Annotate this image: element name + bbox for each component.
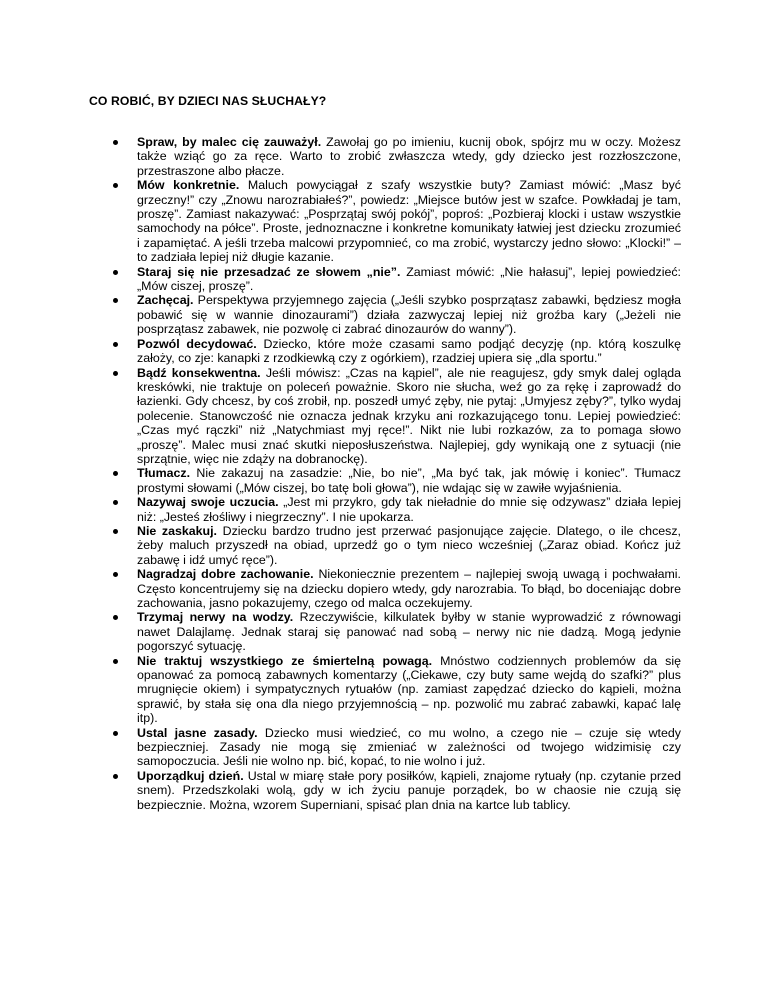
bullet-icon <box>113 342 118 347</box>
list-item <box>89 366 681 467</box>
tip-heading: Nagradzaj dobre zachowanie. <box>137 567 314 582</box>
list-item <box>89 524 681 567</box>
tip-heading: Nie traktuj wszystkiego ze śmiertelną powagą. <box>137 653 433 668</box>
tip-heading: Nie zaskakuj. <box>137 523 218 538</box>
tip-text: Nie zakazuj na zasadzie: „Nie, bo nie”, „Ma być tak, jak mówię i koniec”. Tłumacz prostymi słowami („Mów ciszej, bo tatę boli głowa”), nie wdając się w zawiłe wyjaśnienia. <box>137 466 681 495</box>
bullet-icon <box>113 140 118 145</box>
tip-text: Dziecko, które może czasami samo podjąć decyzję (np. którą koszulkę założy, co zje: kanapki z rzodkiewką czy z ogórkiem), rzadziej upiera się „dla sportu.” <box>137 336 681 366</box>
tip-heading: Tłumacz. <box>137 466 191 481</box>
tip-text: Rzeczywiście, kilkulatek byłby w stanie wyprowadzić z równowagi nawet Dalajlamę. Jednak staraj się panować nad sobą – nerwy nic nie dadzą. Mogą jedynie pogorszyć sytuację. <box>137 610 681 654</box>
document-title: CO ROBIĆ, BY DZIECI NAS SŁUCHAŁY? <box>89 94 327 108</box>
bullet-icon <box>113 529 118 534</box>
tip-heading: Zachęcaj. <box>137 293 194 308</box>
tip-text: „Jest mi przykro, gdy tak nieładnie do mnie się odzywasz” działa lepiej niż: „Jesteś złośliwy i niegrzeczny”. I nie upokarza. <box>137 495 681 524</box>
bullet-icon <box>113 500 118 505</box>
bullet-icon <box>113 298 118 303</box>
list-item <box>89 337 681 366</box>
bullet-icon <box>113 471 118 476</box>
tip-text: Niekoniecznie prezentem – najlepiej swoją uwagą i pochwałami. Często koncentrujemy się na dziecku dopiero wtedy, gdy narozrabia. To błąd, bo doceniając dobre zachowania, jasno pokazujemy, czego od malca oczekujemy. <box>137 567 681 610</box>
list-item <box>89 769 681 812</box>
tip-text: Jeśli mówisz: „Czas na kąpiel”, ale nie reagujesz, gdy smyk dalej ogląda kreskówki, nie traktuje on poleceń poważnie. Skoro nie słucha, weź go za rękę i zaprowadź do łazienki. Gdy chcesz, by coś zrobił, np. poszedł umyć zęby, nie pytaj: „Umyjesz zęby?”, tylko wydaj polecenie. Stanowczość nie oznacza jednak krzyku ani rozkazującego tonu. Lepiej powiedzieć: „Czas myć rączki” niż „Natychmiast myj ręce!”. Nikt nie lubi rozkazów, za to pomaga słowo „proszę”. Malec musi znać skutki nieposłuszeństwa. Najlepiej, gdy wynikają one z sytuacji (nie sprzątnie, więc nie zdąży na dobranockę). <box>137 365 682 466</box>
list-item <box>89 293 681 336</box>
bullet-icon <box>113 183 118 188</box>
list-item <box>89 495 681 524</box>
tip-text: Dziecko musi wiedzieć, co mu wolno, a czego nie – czuje się wtedy bezpieczniej. Zasady nie mogą się zmieniać w zależności od twojego widzimisię czy samopoczucia. Jeśli nie wolno np. bić, kopać, to nie wolno i już. <box>137 725 681 769</box>
tip-heading: Spraw, by malec cię zauważył. <box>137 135 322 149</box>
tip-heading: Pozwól decydować. <box>137 336 257 351</box>
tip-text: Maluch powyciągał z szafy wszystkie buty? Zamiast mówić: „Masz być grzeczny!” czy „Znowu narozrabiałeś?”, powiedz: „Miejsce butów jest w szafce. Powkładaj je tam, proszę”. Zamiast nakazywać: „Posprzątaj swój pokój”, poproś: „Pozbieraj klocki i ustaw wszystkie samochody na półce”. Proste, jednoznaczne i konkretne komunikaty łatwiej jest dziecku zrozumieć i zapamiętać. A jeśli trzeba malcowi przypomnieć, co ma zrobić, wystarczy jedno słowo: „Klocki!” – to zadziała lepiej niż długie kazanie. <box>137 178 682 265</box>
tip-heading: Ustal jasne zasady. <box>137 725 258 740</box>
bullet-icon <box>113 572 118 577</box>
tip-heading: Mów konkretnie. <box>137 178 240 193</box>
bullet-icon <box>113 615 118 620</box>
bullet-icon <box>113 659 118 664</box>
list-item <box>89 135 681 178</box>
tip-heading: Uporządkuj dzień. <box>137 768 244 783</box>
tip-heading: Staraj się nie przesadzać ze słowem „nie”. <box>137 264 401 279</box>
list-item <box>89 567 681 610</box>
bullet-icon <box>113 731 118 736</box>
tip-text: Perspektywa przyjemnego zajęcia („Jeśli szybko posprzątasz zabawki, będziesz mogła pobawić się w wannie dinozaurami”) działa zazwyczaj lepiej niż groźba kary („Jeżeli nie posprzątasz zabawek, nie pozwolę ci zabrać dinozaurów do wanny”). <box>137 293 681 337</box>
list-item <box>89 466 681 495</box>
list-item <box>89 265 681 294</box>
list-item <box>89 654 681 726</box>
tip-text: Zawołaj go po imieniu, kucnij obok, spójrz mu w oczy. Możesz także wziąć go za ręce. Warto to zrobić zwłaszcza wtedy, gdy dziecko jest rozzłoszczone, przestraszone albo płacze. <box>137 135 681 178</box>
tip-heading: Trzymaj nerwy na wodzy. <box>137 610 294 625</box>
tip-text: Ustal w miarę stałe pory posiłków, kąpieli, znajome rytuały (np. czytanie przed snem). Przedszkolaki wolą, gdy w ich życiu panuje porządek, bo w chaosie nie czują się bezpiecznie. Można, wzorem Superniani, spisać plan dnia na kartce lub tablicy. <box>137 768 681 812</box>
tip-text: Dziecku bardzo trudno jest przerwać pasjonujące zajęcie. Dlatego, o ile chcesz, żeby maluch przyszedł na obiad, uprzedź go o tym nieco wcześniej („Zaraz obiad. Kończ już zabawę i idź umyć ręce”). <box>137 523 681 567</box>
list-item <box>89 610 681 653</box>
tips-list <box>89 135 681 812</box>
list-item <box>89 726 681 769</box>
tip-heading: Nazywaj swoje uczucia. <box>137 495 279 510</box>
list-item <box>89 178 681 264</box>
tip-heading: Bądź konsekwentna. <box>137 365 261 380</box>
tip-text: Zamiast mówić: „Nie hałasuj”, lepiej powiedzieć: „Mów ciszej, proszę”. <box>137 264 682 294</box>
bullet-icon <box>113 270 118 275</box>
tip-text: Mnóstwo codziennych problemów da się opanować za pomocą zabawnych komentarzy („Ciekawe, czy buty same wejdą do szafki?” plus mrugnięcie okiem) i sympatycznych rytuałów (np. zamiast zapędzać dziecko do kąpieli, można sprawić, by stała się ona dla niego przyjemnością – np. pozwolić mu zabrać zabawki, kapać lalę itp). <box>137 653 681 726</box>
bullet-icon <box>113 774 118 779</box>
bullet-icon <box>113 371 118 376</box>
